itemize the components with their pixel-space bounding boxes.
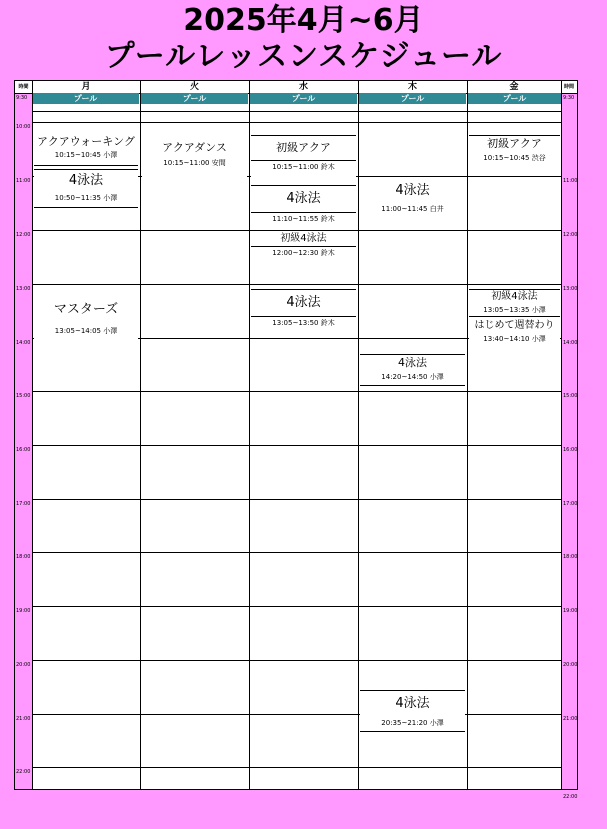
lesson-time: 11:10~11:55 鈴木 xyxy=(251,212,356,224)
day-header-wed: 水 xyxy=(249,81,358,94)
time-label: 19:00 xyxy=(563,608,578,614)
row-line xyxy=(32,445,561,446)
lesson-time: 13:05~14:05 小澤 xyxy=(54,327,118,335)
time-label: 9:30 xyxy=(563,95,575,101)
row-line xyxy=(32,111,561,112)
lesson-thu-4swim-pm xyxy=(360,354,465,386)
lesson-thu-4swim-night xyxy=(360,690,465,732)
time-label: 15:00 xyxy=(563,393,578,399)
time-label: 12:00 xyxy=(16,232,31,238)
day-header-tue: 火 xyxy=(140,81,249,94)
lesson-name: はじめて週替わり xyxy=(474,320,555,331)
time-header-left: 時間 xyxy=(15,81,32,94)
time-label: 9:30 xyxy=(16,95,28,101)
time-label: 18:00 xyxy=(563,554,578,560)
row-line xyxy=(32,284,561,285)
lesson-thu-4swim-am xyxy=(360,179,465,217)
lesson-fri-beg-aqua xyxy=(469,135,560,166)
time-label: 10:00 xyxy=(16,124,31,130)
column-divider xyxy=(140,81,141,789)
lesson-name: 4泳法 xyxy=(395,183,430,198)
row-line xyxy=(32,714,561,715)
lesson-time: 10:15~10:45 小澤 xyxy=(54,151,118,159)
time-label: 11:00 xyxy=(563,178,578,184)
row-line xyxy=(32,230,561,231)
lesson-time: 10:15~11:00 鈴木 xyxy=(251,160,356,172)
time-label: 21:00 xyxy=(563,716,578,722)
time-label: 11:00 xyxy=(16,178,31,184)
lesson-name: マスターズ xyxy=(53,302,119,317)
lesson-time: 12:00~12:30 鈴木 xyxy=(251,246,356,258)
time-label: 13:00 xyxy=(563,286,578,292)
lesson-name: アクアダンス xyxy=(162,141,227,154)
time-label: 14:00 xyxy=(563,340,578,346)
row-line xyxy=(32,606,561,607)
row-line xyxy=(32,660,561,661)
time-label: 18:00 xyxy=(16,554,31,560)
time-label: 12:00 xyxy=(563,232,578,238)
day-header-fri: 金 xyxy=(467,81,561,94)
lesson-mon-4swim xyxy=(34,169,138,208)
time-label: 16:00 xyxy=(563,447,578,453)
row-line xyxy=(32,391,561,392)
column-divider xyxy=(467,81,468,789)
column-divider xyxy=(249,81,250,789)
time-label: 17:00 xyxy=(16,501,31,507)
lesson-name: 4泳法 xyxy=(395,696,430,711)
lesson-mon-aqua-walking xyxy=(34,135,138,166)
time-label: 20:00 xyxy=(563,662,578,668)
column-divider xyxy=(561,81,562,789)
lesson-fri-beg-4swim xyxy=(469,289,560,317)
time-header-right: 時間 xyxy=(561,81,577,94)
lesson-mon-masters xyxy=(34,295,138,343)
lesson-name: 初級アクア xyxy=(487,137,542,150)
page-title: 2025年4月~6月 xyxy=(183,3,424,38)
column-divider xyxy=(32,81,33,789)
lesson-name: 4泳法 xyxy=(286,191,321,206)
time-label: 19:00 xyxy=(16,608,31,614)
lesson-time: 13:40~14:10 小澤 xyxy=(483,335,546,343)
row-line xyxy=(32,767,561,768)
lesson-time: 20:35~21:20 小澤 xyxy=(381,719,444,727)
time-label: 17:00 xyxy=(563,501,578,507)
lesson-name: 初級4泳法 xyxy=(491,291,538,302)
time-label: 13:00 xyxy=(16,286,31,292)
lesson-wed-4swim xyxy=(251,185,356,228)
lesson-wed-beg-4swim xyxy=(251,232,356,259)
time-label: 22:00 xyxy=(16,769,31,775)
page-subtitle: プールレッスンスケジュール xyxy=(104,39,503,74)
row-line xyxy=(32,552,561,553)
right-time-column xyxy=(561,93,577,789)
row-line xyxy=(32,122,561,123)
lesson-time: 11:00~11:45 白井 xyxy=(381,205,444,213)
lesson-time: 13:05~13:50 鈴木 xyxy=(251,316,356,328)
time-label: 16:00 xyxy=(16,447,31,453)
lesson-time: 10:50~11:35 小澤 xyxy=(54,194,118,202)
pool-label-mon: プール xyxy=(32,93,139,104)
time-label: 15:00 xyxy=(16,393,31,399)
pool-label-fri: プール xyxy=(468,93,561,104)
pool-label-thu: プール xyxy=(359,93,466,104)
day-header-mon: 月 xyxy=(32,81,140,94)
pool-label-wed: プール xyxy=(250,93,357,104)
time-label: 20:00 xyxy=(16,662,31,668)
lesson-name: 4泳法 xyxy=(286,295,321,310)
time-label: 14:00 xyxy=(16,340,31,346)
lesson-name: アクアウォーキング xyxy=(37,135,135,148)
day-header-thu: 木 xyxy=(358,81,467,94)
lesson-name: 初級4泳法 xyxy=(280,233,327,244)
time-label: 21:00 xyxy=(16,716,31,722)
lesson-wed-4swim-pm xyxy=(251,289,356,332)
lesson-name: 4泳法 xyxy=(398,356,427,369)
column-divider xyxy=(358,81,359,789)
lesson-time: 13:05~13:35 小澤 xyxy=(483,306,546,314)
lesson-time: 10:15~10:45 渋谷 xyxy=(483,154,546,162)
lesson-wed-beg-aqua xyxy=(251,135,356,177)
lesson-time: 14:20~14:50 小澤 xyxy=(381,373,444,381)
schedule-grid xyxy=(14,80,578,800)
time-label: 22:00 xyxy=(563,794,578,800)
lesson-fri-first-kick xyxy=(469,318,560,346)
left-time-column xyxy=(15,93,32,789)
pool-label-tue: プール xyxy=(141,93,248,104)
lesson-name: 初級アクア xyxy=(276,141,331,154)
lesson-time: 10:15~11:00 安間 xyxy=(163,159,226,167)
lesson-name: 4泳法 xyxy=(68,173,104,188)
lesson-tue-aqua-dance xyxy=(142,139,247,177)
row-line xyxy=(32,499,561,500)
